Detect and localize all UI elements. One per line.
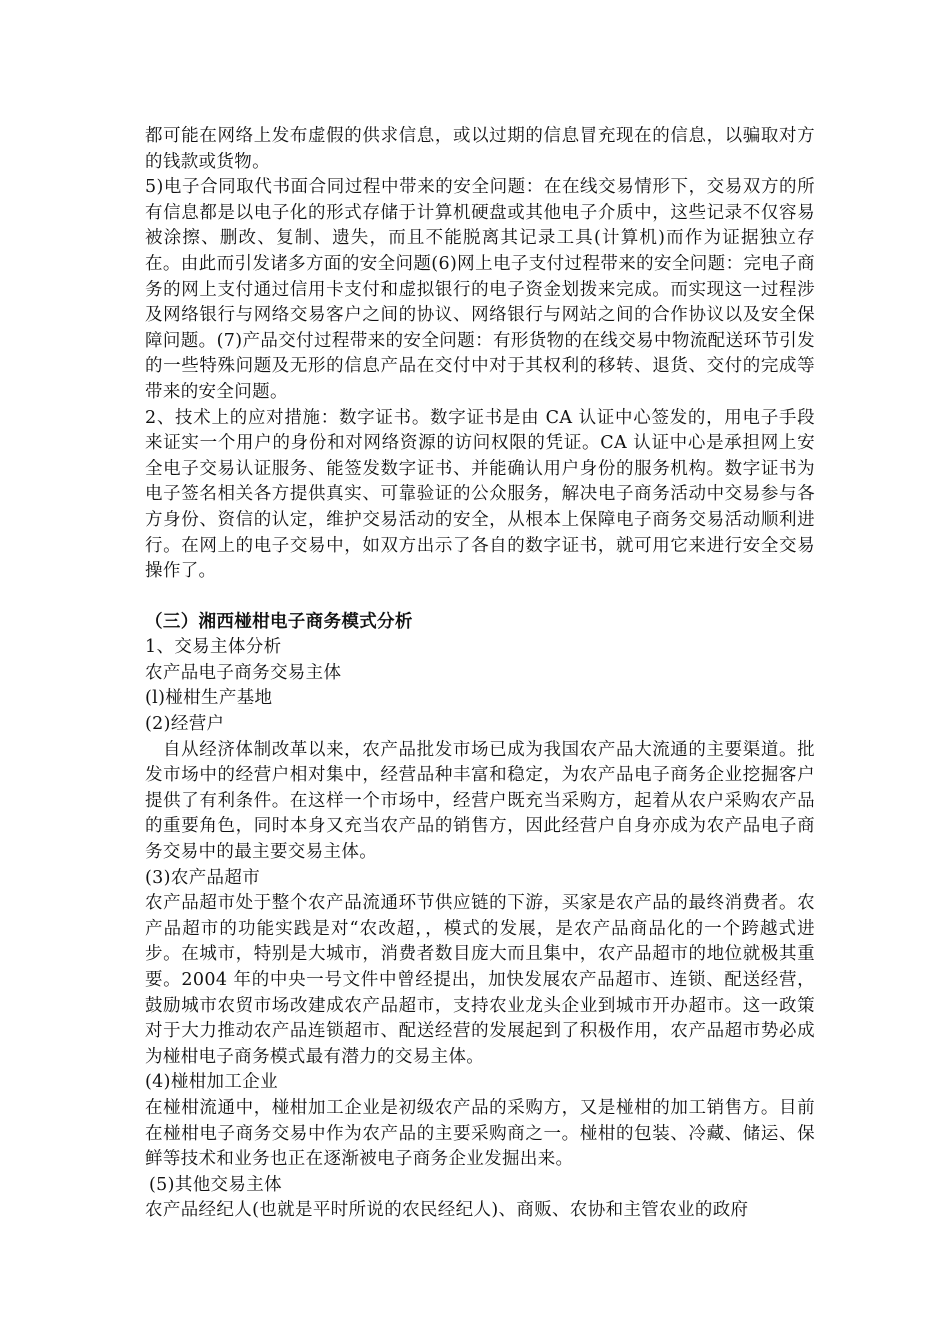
section-spacer — [145, 585, 815, 610]
paragraph-security-issues: 5)电子合同取代书面合同过程中带来的安全问题：在在线交易情形下，交易双方的所有信息都是以电子化的形式存储于计算机硬盘或其他电子介质中，这些记录不仅容易被涂擦、删改、复制、遗失，而且不能脱离其记录工具(计算机)而作为证据独立存在。由此而引发诸多方面的安全问题(6)网上电子支付过程带来的安全问题：完电子商务的网上支付通过信用卡支付和虚拟银行的电子资金划拨来完成。而实现这一过程涉及网络银行与网络交易客户之间的协议、网络银行与网站之间的合作协议以及安全保障问题。(7)产品交付过程带来的安全问题：有形货物的在线交易中物流配送环节引发的一些特殊问题及无形的信息产品在交付中对于其权利的移转、退货、交付的完成等带来的安全问题。 — [145, 177, 815, 402]
subsection-heading: 1、交易主体分析 — [145, 637, 282, 658]
subject-title: 农产品电子商务交易主体 — [145, 662, 342, 683]
item-supermarket-body: 农产品超市处于整个农产品流通环节供应链的下游，买家是农产品的最终消费者。农产品超市的功能实践是对“农改超，，模式的发展，是农产品商品化的一个跨越式进步。在城市，特别是大城市，消费者数目庞大而且集中，农产品超市的地位就极其重要。2004 年的中央一号文件中曾经提出，加快发展农产品超市、连锁、配送经营，鼓励城市农贸市场改建成农产品超市，支持农业龙头企业到城市开办超市。这一政策对于大力推动农产品连锁超市、配送经营的发展起到了积极作用，农产品超市势必成为椪柑电子商务模式最有潜力的交易主体。 — [145, 893, 815, 1067]
section-heading: （三）湘西椪柑电子商务模式分析 — [145, 611, 413, 632]
item-production-base: (l)椪柑生产基地 — [145, 688, 273, 709]
item-dealers: (2)经营户 — [145, 714, 225, 735]
paragraph-fraud-info: 都可能在网络上发布虚假的供求信息，或以过期的信息冒充现在的信息，以骗取对方的钱款或货物。 — [145, 126, 815, 172]
item-other-subjects: (5)其他交易主体 — [149, 1174, 282, 1195]
item-other-subjects-body: 农产品经纪人(也就是平时所说的农民经纪人)、商贩、农协和主管农业的政府 — [145, 1200, 749, 1221]
item-processing-enterprise: (4)椪柑加工企业 — [145, 1072, 278, 1093]
paragraph-digital-certificate: 2、技术上的应对措施：数字证书。数字证书是由 CA 认证中心签发的，用电子手段来证实一个用户的身份和对网络资源的访问权限的凭证。CA 认证中心是承担网上安全电子交易认证服务、能签发数字证书、并能确认用户身份的服务机构。数字证书为电子签名相关各方提供真实、可靠验证的公众服务，解决电子商务活动中交易参与各方身份、资信的认定，维护交易活动的安全，从根本上保障电子商务交易活动顺利进行。在网上的电子交易中，如双方出示了各自的数字证书，就可用它来进行安全交易操作了。 — [145, 407, 815, 582]
document-page — [145, 124, 815, 1224]
item-processing-enterprise-body: 在椪柑流通中，椪柑加工企业是初级农产品的采购方，又是椪柑的加工销售方。目前在椪柑电子商务交易中作为农产品的主要采购商之一。椪柑的包装、冷藏、储运、保鲜等技术和业务也正在逐渐被电子商务企业发掘出来。 — [145, 1097, 815, 1170]
item-dealers-body: 自从经济体制改革以来，农产品批发市场已成为我国农产品大流通的主要渠道。批发市场中的经营户相对集中，经营品种丰富和稳定，为农产品电子商务企业挖掘客户提供了有利条件。在这样一个市场中，经营户既充当采购方，起着从农户采购农产品的重要角色，同时本身又充当农产品的销售方，因此经营户自身亦成为农产品电子商务交易中的最主要交易主体。 — [145, 739, 815, 863]
item-supermarket: (3)农产品超市 — [145, 867, 261, 888]
